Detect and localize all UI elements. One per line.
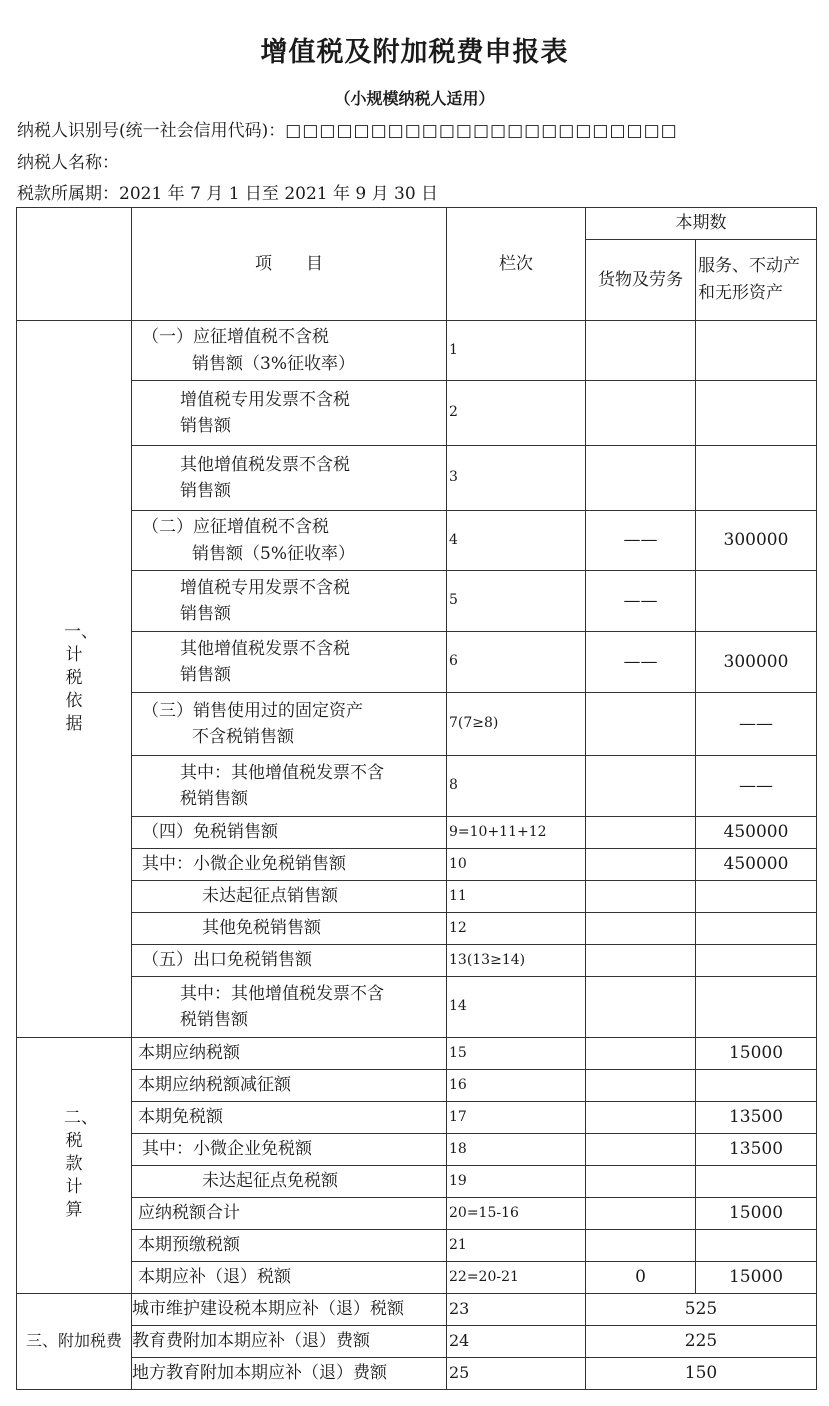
services-value-cell[interactable]: 15000: [696, 1198, 817, 1230]
line-number: 13(13≥14): [447, 945, 586, 977]
taxpayer-id-label: 纳税人识别号(统一社会信用代码)：: [17, 121, 286, 141]
form-subtitle: （小规模纳税人适用）: [334, 89, 495, 108]
item-label: [132, 849, 447, 881]
goods-value-cell[interactable]: [586, 756, 696, 817]
line-number: 7(7≥8): [447, 693, 586, 756]
amount-cell[interactable]: 150: [586, 1358, 817, 1390]
item-label: [132, 1102, 447, 1134]
item-label: [132, 511, 447, 571]
services-value-cell[interactable]: 15000: [696, 1262, 817, 1294]
item-label: [132, 446, 447, 511]
section-surcharges-text: 三、附加税费: [25, 1331, 122, 1351]
table-row: [17, 913, 817, 945]
item-label-line1: 应纳税额合计: [138, 1203, 240, 1224]
item-label-line1: （二）应征增值税不含税: [142, 517, 329, 538]
item-label-line2: 税销售额: [180, 789, 248, 809]
services-value-cell[interactable]: ——: [696, 756, 817, 817]
line-number: 25: [447, 1358, 586, 1390]
item-label-line2: 销售额: [180, 416, 231, 436]
item-label-line1: 地方教育附加本期应补（退）费额: [132, 1363, 387, 1384]
item-label: [132, 571, 447, 632]
line-number: 2: [447, 381, 586, 446]
item-label: [132, 1326, 447, 1358]
goods-value-cell[interactable]: [586, 381, 696, 446]
line-number: 10: [447, 849, 586, 881]
table-row: [17, 1070, 817, 1102]
table-row: [17, 756, 817, 817]
goods-value-cell[interactable]: [586, 817, 696, 849]
goods-value-cell[interactable]: [586, 446, 696, 511]
table-row: [17, 1166, 817, 1198]
line-number: 22=20-21: [447, 1262, 586, 1294]
goods-value-cell[interactable]: [586, 945, 696, 977]
services-value-cell[interactable]: 450000: [696, 849, 817, 881]
table-row: [17, 381, 817, 446]
header-corner-cell: [17, 208, 132, 321]
services-value-cell[interactable]: 300000: [696, 632, 817, 693]
services-value-cell[interactable]: [696, 321, 817, 381]
item-label-line1: 教育费附加本期应补（退）费额: [132, 1331, 370, 1352]
table-row: [17, 571, 817, 632]
item-label-line1: 城市维护建设税本期应补（退）税额: [132, 1299, 404, 1320]
item-label-line2: 销售额: [180, 665, 231, 685]
services-value-cell[interactable]: [696, 913, 817, 945]
item-label-line1: （四）免税销售额: [142, 822, 278, 843]
item-label: [132, 977, 447, 1038]
item-label-line1: 本期免税额: [138, 1107, 223, 1128]
taxpayer-name-label: 纳税人名称：: [17, 153, 119, 173]
item-label: [132, 1070, 447, 1102]
item-label-line1: 本期应纳税额: [138, 1043, 240, 1064]
table-row: [17, 1230, 817, 1262]
goods-value-cell[interactable]: [586, 1230, 696, 1262]
section-tax-computation-text: 二、税款计算: [64, 1108, 98, 1221]
header-services: [696, 240, 817, 321]
section-tax-computation-label: [17, 1038, 132, 1294]
goods-value-cell[interactable]: [586, 881, 696, 913]
form-title: 增值税及附加税费申报表: [260, 37, 569, 68]
line-number: 12: [447, 913, 586, 945]
item-label: [132, 1134, 447, 1166]
table-row: [17, 977, 817, 1038]
line-number: 18: [447, 1134, 586, 1166]
line-number: 21: [447, 1230, 586, 1262]
item-label: [132, 1262, 447, 1294]
amount-cell[interactable]: 225: [586, 1326, 817, 1358]
services-value-cell[interactable]: 15000: [696, 1038, 817, 1070]
header-current-period: 本期数: [586, 208, 817, 240]
item-label: [132, 321, 447, 381]
header-goods-labor: 货物及劳务: [586, 240, 696, 321]
table-row: [17, 1038, 817, 1070]
item-label: [132, 693, 447, 756]
item-label: [132, 756, 447, 817]
section-surcharges-label: [17, 1294, 132, 1390]
item-label: [132, 817, 447, 849]
services-value-cell[interactable]: [696, 571, 817, 632]
goods-value-cell[interactable]: [586, 1038, 696, 1070]
services-value-cell[interactable]: [696, 381, 817, 446]
goods-value-cell[interactable]: [586, 1070, 696, 1102]
line-number: 4: [447, 511, 586, 571]
table-row: [17, 511, 817, 571]
table-row: [17, 849, 817, 881]
line-number: 23: [447, 1294, 586, 1326]
item-label-line1: 其他免税销售额: [202, 918, 321, 939]
goods-value-cell[interactable]: ——: [586, 571, 696, 632]
goods-value-cell[interactable]: [586, 1198, 696, 1230]
table-row: [17, 881, 817, 913]
tax-period-line: [17, 179, 438, 204]
item-label: [132, 913, 447, 945]
item-label-line1: 本期应补（退）税额: [138, 1267, 291, 1288]
item-label-line2: 销售额: [180, 604, 231, 624]
table-row: [17, 1198, 817, 1230]
table-row: [17, 632, 817, 693]
declaration-table: [16, 207, 817, 1390]
item-label-line1: （三）销售使用过的固定资产: [142, 700, 363, 721]
goods-value-cell[interactable]: [586, 849, 696, 881]
tax-period-value: 2021 年 7 月 1 日至 2021 年 9 月 30 日: [119, 184, 439, 204]
table-row: [17, 945, 817, 977]
item-label: [132, 945, 447, 977]
table-row: [17, 1262, 817, 1294]
line-number: 9=10+11+12: [447, 817, 586, 849]
header-line-no: 栏次: [447, 208, 586, 321]
goods-value-cell[interactable]: [586, 913, 696, 945]
table-row: [17, 446, 817, 511]
item-label: [132, 381, 447, 446]
item-label-line1: 本期应纳税额减征额: [138, 1075, 291, 1096]
header-services-line1: 服务、不动产: [698, 255, 800, 276]
header-services-line2: 和无形资产: [698, 283, 783, 303]
section-tax-basis-label: [17, 321, 132, 1038]
line-number: 19: [447, 1166, 586, 1198]
services-value-cell[interactable]: [696, 945, 817, 977]
item-label-line1: 增值税专用发票不含税: [180, 577, 350, 598]
item-label-line1: （一）应征增值税不含税: [142, 327, 329, 348]
item-label-line2: 税销售额: [180, 1010, 248, 1030]
item-label-line2: 销售额（3%征收率）: [192, 353, 355, 374]
services-value-cell[interactable]: 13500: [696, 1102, 817, 1134]
services-value-cell[interactable]: [696, 977, 817, 1038]
line-number: 24: [447, 1326, 586, 1358]
header-item: 项 目: [132, 208, 447, 321]
item-label-line1: 本期预缴税额: [138, 1235, 240, 1256]
item-label: [132, 1166, 447, 1198]
goods-value-cell[interactable]: ——: [586, 632, 696, 693]
item-label-line1: 未达起征点免税额: [202, 1171, 338, 1192]
table-row: [17, 817, 817, 849]
services-value-cell[interactable]: [696, 1070, 817, 1102]
goods-value-cell[interactable]: 0: [586, 1262, 696, 1294]
amount-cell[interactable]: 525: [586, 1294, 817, 1326]
services-value-cell[interactable]: 13500: [696, 1134, 817, 1166]
table-row: [17, 1326, 817, 1358]
item-label-line1: 其中：其他增值税发票不含: [180, 762, 384, 783]
goods-value-cell[interactable]: [586, 321, 696, 381]
services-value-cell[interactable]: [696, 446, 817, 511]
taxpayer-id-line: [17, 116, 678, 141]
item-label-line1: 其他增值税发票不含税: [180, 454, 350, 475]
item-label-line1: （五）出口免税销售额: [142, 950, 312, 971]
item-label: [132, 1294, 447, 1326]
item-label-line1: 其中：其他增值税发票不含: [180, 983, 384, 1004]
item-label-line2: 销售额: [180, 481, 231, 501]
item-label-line2: 销售额（5%征收率）: [192, 543, 355, 564]
services-value-cell[interactable]: ——: [696, 693, 817, 756]
goods-value-cell[interactable]: [586, 1134, 696, 1166]
item-label: [132, 881, 447, 913]
goods-value-cell[interactable]: ——: [586, 511, 696, 571]
services-value-cell[interactable]: 300000: [696, 511, 817, 571]
item-label-line1: 其中：小微企业免税额: [142, 1139, 312, 1160]
item-label-line2: 不含税销售额: [192, 727, 294, 747]
goods-value-cell[interactable]: [586, 977, 696, 1038]
table-row: [17, 1358, 817, 1390]
line-number: 3: [447, 446, 586, 511]
item-label: [132, 1038, 447, 1070]
line-number: 15: [447, 1038, 586, 1070]
line-number: 8: [447, 756, 586, 817]
item-label: [132, 1358, 447, 1390]
item-label-line1: 增值税专用发票不含税: [180, 389, 350, 410]
line-number: 14: [447, 977, 586, 1038]
tax-period-label: 税款所属期：: [17, 184, 119, 204]
goods-value-cell[interactable]: [586, 1102, 696, 1134]
item-label-line1: 其他增值税发票不含税: [180, 638, 350, 659]
table-row: [17, 1294, 817, 1326]
taxpayer-name-line: [17, 148, 119, 173]
item-label: [132, 1230, 447, 1262]
line-number: 11: [447, 881, 586, 913]
line-number: 1: [447, 321, 586, 381]
line-number: 5: [447, 571, 586, 632]
item-label: [132, 632, 447, 693]
table-row: [17, 1134, 817, 1166]
table-row: [17, 321, 817, 381]
goods-value-cell[interactable]: [586, 693, 696, 756]
services-value-cell[interactable]: [696, 881, 817, 913]
goods-value-cell[interactable]: [586, 1166, 696, 1198]
line-number: 17: [447, 1102, 586, 1134]
item-label-line1: 其中：小微企业免税销售额: [142, 854, 346, 875]
table-row: [17, 693, 817, 756]
section-tax-basis-text: 一、计税依据: [64, 621, 98, 734]
line-number: 20=15-16: [447, 1198, 586, 1230]
line-number: 6: [447, 632, 586, 693]
line-number: 16: [447, 1070, 586, 1102]
table-row: [17, 1102, 817, 1134]
services-value-cell[interactable]: [696, 1166, 817, 1198]
services-value-cell[interactable]: 450000: [696, 817, 817, 849]
services-value-cell[interactable]: [696, 1230, 817, 1262]
taxpayer-id-boxes: □□□□□□□□□□□□□□□□□□□□□□□: [285, 121, 678, 141]
item-label-line1: 未达起征点销售额: [202, 886, 338, 907]
item-label: [132, 1198, 447, 1230]
